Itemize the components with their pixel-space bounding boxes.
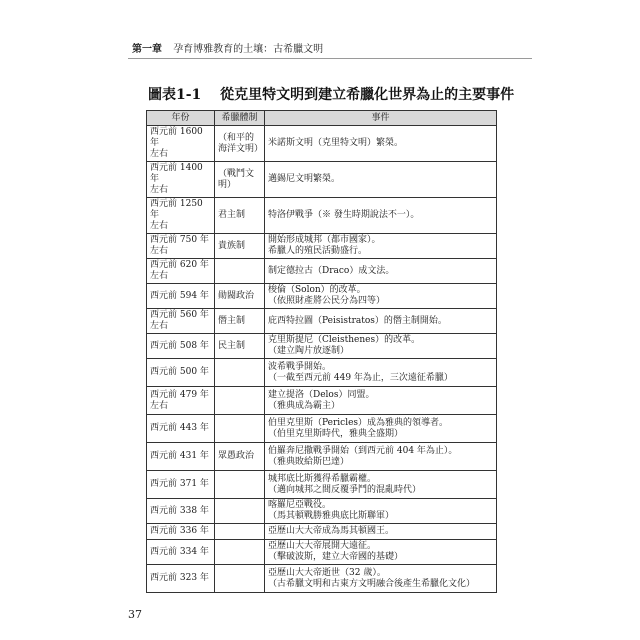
table-header-row bbox=[147, 111, 497, 126]
cell-year: 西元前 338 年 bbox=[147, 499, 215, 524]
cell-event: 邁錫尼文明繁榮。 bbox=[265, 162, 497, 198]
cell-event: 特洛伊戰爭（※ 發生時期說法不一）。 bbox=[265, 198, 497, 234]
cell-year: 西元前 620 年 左右 bbox=[147, 259, 215, 284]
cell-event: 亞歷山大大帝成為馬其頓國王。 bbox=[265, 524, 497, 540]
table-row bbox=[147, 499, 497, 524]
table-row bbox=[147, 524, 497, 540]
cell-event: 亞歷山大大帝展開大遠征。 （擊破波斯，建立大帝國的基礎） bbox=[265, 540, 497, 565]
cell-year: 西元前 371 年 bbox=[147, 471, 215, 499]
cell-event: 建立提洛（Delos）同盟。 （雅典成為霸主） bbox=[265, 387, 497, 415]
cell-system bbox=[215, 259, 265, 284]
cell-event: 庇西特拉圖（Peisistratos）的僭主制開始。 bbox=[265, 309, 497, 334]
table-row bbox=[147, 387, 497, 415]
table-row bbox=[147, 359, 497, 387]
cell-year: 西元前 1400 年 左右 bbox=[147, 162, 215, 198]
running-header bbox=[132, 40, 323, 55]
cell-system bbox=[215, 565, 265, 593]
table-row bbox=[147, 234, 497, 259]
figure-caption: 從克里特文明到建立希臘化世界為止的主要事件 bbox=[220, 87, 515, 103]
cell-event: 城邦底比斯獲得希臘霸權。 （邁向城邦之間反覆爭鬥的混亂時代） bbox=[265, 471, 497, 499]
cell-year: 西元前 1250 年 左右 bbox=[147, 198, 215, 234]
table-row bbox=[147, 284, 497, 309]
cell-year: 西元前 508 年 bbox=[147, 334, 215, 359]
cell-year: 西元前 336 年 bbox=[147, 524, 215, 540]
cell-system: 民主制 bbox=[215, 334, 265, 359]
cell-system bbox=[215, 471, 265, 499]
column-header-system: 希臘體制 bbox=[215, 111, 265, 126]
cell-system bbox=[215, 540, 265, 565]
table-row bbox=[147, 162, 497, 198]
cell-year: 西元前 443 年 bbox=[147, 415, 215, 443]
table-row bbox=[147, 259, 497, 284]
cell-event: 開始形成城邦（都市國家）。 希臘人的殖民活動盛行。 bbox=[265, 234, 497, 259]
cell-system: 勛閥政治 bbox=[215, 284, 265, 309]
figure-title bbox=[148, 84, 514, 104]
chapter-label: 第一章 bbox=[132, 44, 162, 55]
cell-year: 西元前 594 年 bbox=[147, 284, 215, 309]
header-divider bbox=[128, 58, 532, 59]
cell-event: 制定德拉古（Draco）成文法。 bbox=[265, 259, 497, 284]
cell-system: （和平的 海洋文明） bbox=[215, 126, 265, 162]
cell-event: 伯羅奔尼撒戰爭開始（到西元前 404 年為止）。 （雅典敗給斯巴達） bbox=[265, 443, 497, 471]
table-row bbox=[147, 540, 497, 565]
cell-event: 克里斯提尼（Cleisthenes）的改革。 （建立陶片放逐制） bbox=[265, 334, 497, 359]
cell-year: 西元前 500 年 bbox=[147, 359, 215, 387]
cell-year: 西元前 560 年 左右 bbox=[147, 309, 215, 334]
table-row bbox=[147, 471, 497, 499]
cell-year: 西元前 323 年 bbox=[147, 565, 215, 593]
table-row bbox=[147, 415, 497, 443]
cell-system: 眾愚政治 bbox=[215, 443, 265, 471]
cell-system bbox=[215, 415, 265, 443]
cell-year: 西元前 479 年 左右 bbox=[147, 387, 215, 415]
table-row bbox=[147, 334, 497, 359]
table-body bbox=[147, 126, 497, 593]
cell-year: 西元前 431 年 bbox=[147, 443, 215, 471]
page-number: 37 bbox=[128, 608, 142, 621]
cell-system: 僭主制 bbox=[215, 309, 265, 334]
cell-event: 波希戰爭開始。 （一截至西元前 449 年為止，三次遠征希臘） bbox=[265, 359, 497, 387]
cell-system bbox=[215, 524, 265, 540]
cell-event: 喀羅尼亞戰役。 （馬其頓戰勝雅典底比斯聯軍） bbox=[265, 499, 497, 524]
figure-number: 圖表1-1 bbox=[148, 87, 202, 103]
cell-event: 亞歷山大大帝逝世（32 歲）。 （古希臘文明和古東方文明融合後產生希臘化文化） bbox=[265, 565, 497, 593]
cell-system: 君主制 bbox=[215, 198, 265, 234]
cell-system bbox=[215, 387, 265, 415]
table-row bbox=[147, 565, 497, 593]
column-header-year: 年份 bbox=[147, 111, 215, 126]
chapter-subtitle: 孕育博雅教育的土壤：古希臘文明 bbox=[173, 44, 324, 55]
table-row bbox=[147, 198, 497, 234]
cell-year: 西元前 1600 年 左右 bbox=[147, 126, 215, 162]
table-row bbox=[147, 309, 497, 334]
cell-system bbox=[215, 499, 265, 524]
cell-event: 伯里克里斯（Pericles）成為雅典的領導者。 （伯里克里斯時代，雅典全盛期） bbox=[265, 415, 497, 443]
cell-year: 西元前 750 年 左右 bbox=[147, 234, 215, 259]
cell-event: 米諾斯文明（克里特文明）繁榮。 bbox=[265, 126, 497, 162]
column-header-event: 事件 bbox=[265, 111, 497, 126]
cell-system bbox=[215, 359, 265, 387]
cell-year: 西元前 334 年 bbox=[147, 540, 215, 565]
table-row bbox=[147, 126, 497, 162]
cell-system: （戰鬥文明） bbox=[215, 162, 265, 198]
events-table bbox=[146, 110, 497, 593]
table-row bbox=[147, 443, 497, 471]
cell-system: 貴族制 bbox=[215, 234, 265, 259]
cell-event: 梭倫（Solon）的改革。 （依照財產將公民分為四等） bbox=[265, 284, 497, 309]
